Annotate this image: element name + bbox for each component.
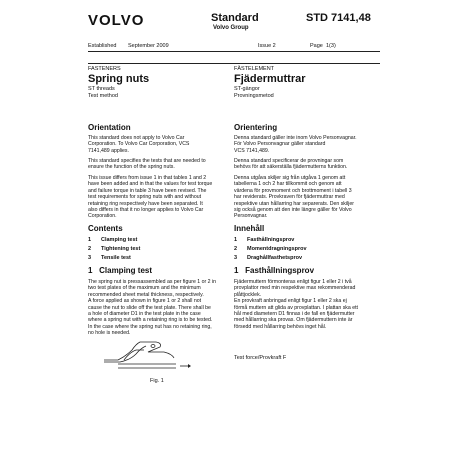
toc-item-sv-3[interactable]: Draghållfasthetsprov — [247, 255, 303, 261]
established-date: September 2009 — [128, 43, 169, 49]
title-en: Spring nuts — [88, 73, 150, 85]
subtitle-en-2: Test method — [88, 93, 118, 99]
toc-num-en-3: 3 — [88, 255, 92, 261]
section-rule — [88, 63, 380, 64]
toc-item-sv-2[interactable]: Momentdragningsprov — [247, 246, 307, 252]
clamping-paragraph-en: The spring nut is pressassembled as per figure 1 or 2 in two test plates of the maximum and the minimum recommended sheet metal thickness, respectively. A force applied as shown in figure 1 or 2 shall not cause the nut to slide off the test plate. There shall be a hole of diameter D1 in the test plate in the case where a spring nut with a retaining ring is to be tested. In the case where the spring nut has no retaining ring, no hole is needed. — [88, 279, 217, 337]
page-number: 1(3) — [326, 43, 336, 49]
toc-item-en-3[interactable]: Tensile test — [101, 255, 131, 261]
orientation-paragraph-en-2: This standard specifies the tests that are needed to ensure the function of the spring nuts. — [88, 158, 206, 171]
toc-item-en-1[interactable]: Clamping test — [101, 237, 138, 243]
orientation-paragraph-sv-3: Denna utgåva skiljer sig från utgåva 1 genom att tabellerna 1 och 2 har tillkommit och genom att värdena för provmoment och brottmoment i tabell 3 har reviderats. Provkraven för fjädermuttrar med respektive utan hållarring har separerats. Den skiljer sig också genom att den inte längre gäller för Volvo Personvagnar. — [234, 175, 354, 220]
volvo-logo: VOLVO — [88, 12, 145, 29]
contents-heading-en: Contents — [88, 224, 123, 233]
standard-number: STD 7141,48 — [306, 12, 371, 24]
toc-num-en-1: 1 — [88, 237, 92, 243]
orientation-paragraph-en-1: This standard does not apply to Volvo Car Corporation. To Volvo Car Corporation, VCS 7141,489 applies. — [88, 135, 190, 154]
group-label: Volvo Group — [213, 25, 249, 31]
header-rule — [88, 51, 380, 52]
established-label: Established — [88, 43, 117, 49]
clamping-heading-en: 1 Clamping test — [88, 266, 153, 275]
orientation-paragraph-en-3: This issue differs from issue 1 in that tables 1 and 2 have been added and in that the values for test torque and failure torque in table 3 have been revised. The test requirements for spring nuts with and without retaining ring respectively have been separated. It also differs in that it no longer applies to Volvo Car Corporation. — [88, 175, 213, 220]
subtitle-en-1: ST threads — [88, 86, 115, 92]
issue-label: Issue 2 — [258, 43, 276, 49]
toc-num-sv-1: 1 — [234, 237, 238, 243]
contents-heading-sv: Innehåll — [234, 224, 265, 233]
figure-caption: Fig. 1 — [150, 378, 164, 384]
toc-num-en-2: 2 — [88, 246, 92, 252]
orientation-paragraph-sv-2: Denna standard specificerar de provningar som behövs för att säkerställa fjädermutterns funktion. — [234, 158, 348, 171]
orientation-paragraph-sv-1: Denna standard gäller inte inom Volvo Personvagnar. För Volvo Personvagnar gäller standard VCS 7141,489. — [234, 135, 357, 154]
orientation-heading-sv: Orientering — [234, 123, 278, 132]
test-force-label: Test force/Provkraft F — [234, 355, 287, 361]
clamping-heading-sv: 1 Fasthållningsprov — [234, 266, 315, 275]
section-label-sv: FÄSTELEMENT — [234, 66, 275, 72]
section-label-en: FASTENERS — [88, 66, 121, 72]
title-sv: Fjädermuttrar — [234, 73, 306, 85]
clip-figure — [96, 338, 196, 376]
toc-item-en-2[interactable]: Tightening test — [101, 246, 141, 252]
clamping-paragraph-sv: Fjädermuttern förmonteras enligt figur 1 eller 2 i två provplattor med min respektive max rekommenderad plåttjocklek. En provkraft anbringad enligt figur 1 eller 2 ska ej förmå muttern att glida av provplattan. I plattan ska ett hål med diametern D1 finnas i de fall en fjädermutter med hållarring ska provas. Om fjädermuttern inte är försedd med hållarring behövs inget hål. — [234, 279, 358, 330]
toc-num-sv-3: 3 — [234, 255, 238, 261]
orientation-heading-en: Orientation — [88, 123, 131, 132]
standard-label: Standard — [211, 12, 259, 24]
subtitle-sv-1: ST-gängor — [234, 86, 260, 92]
page-label: Page — [310, 43, 323, 49]
toc-item-sv-1[interactable]: Fasthållningsprov — [247, 237, 295, 243]
toc-num-sv-2: 2 — [234, 246, 238, 252]
subtitle-sv-2: Provningsmetod — [234, 93, 274, 99]
